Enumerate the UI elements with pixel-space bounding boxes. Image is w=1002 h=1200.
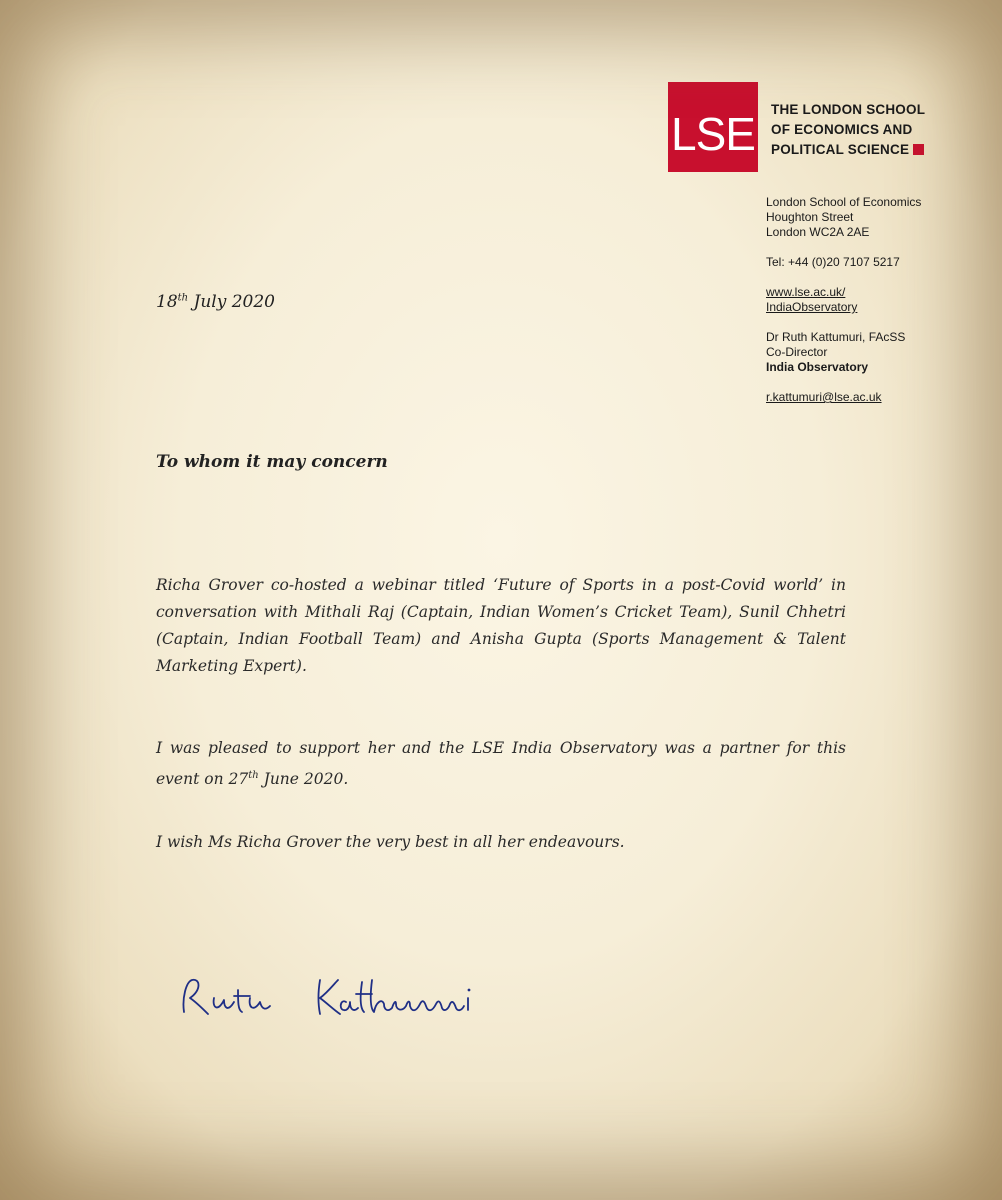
address-line-2: Houghton Street xyxy=(766,210,854,224)
email-link[interactable]: r.kattumuri@lse.ac.uk xyxy=(766,390,882,404)
logo-line-2: OF ECONOMICS AND xyxy=(771,122,913,137)
letter-date: 18th July 2020 xyxy=(156,292,275,312)
website-link-line-1[interactable]: www.lse.ac.uk/ xyxy=(766,285,846,299)
logo-wordmark xyxy=(771,100,925,160)
logo-letters: LSE xyxy=(671,108,755,160)
sender-role: Co-Director xyxy=(766,345,828,359)
paragraph-1: Richa Grover co-hosted a webinar titled ‘Future of Sports in a post-Covid world’ in conversation with Mithali Raj (Captain, Indian Women’s Cricket Team), Sunil Chhetri (Captain, Indian Football Team) and Anisha Gupta (Sports Management & Talent Marketing Expert). xyxy=(156,576,846,675)
logo-line-1: THE LONDON SCHOOL xyxy=(771,102,926,117)
telephone: Tel: +44 (0)20 7107 5217 xyxy=(766,255,900,269)
website-link-line-2[interactable]: IndiaObservatory xyxy=(766,300,858,314)
address-line-3: London WC2A 2AE xyxy=(766,225,870,239)
address-block xyxy=(766,195,921,405)
logo-square-icon xyxy=(913,144,924,155)
lse-logo xyxy=(668,82,758,172)
sender-name: Dr Ruth Kattumuri, FAcSS xyxy=(766,330,906,344)
paragraph-2: I was pleased to support her and the LSE India Observatory was a partner for this event on 27th June 2020. xyxy=(156,739,846,789)
signature xyxy=(178,968,508,1028)
salutation: To whom it may concern xyxy=(156,452,388,472)
sender-unit: India Observatory xyxy=(766,360,869,374)
logo-line-3: POLITICAL SCIENCE xyxy=(771,140,925,160)
paragraph-3: I wish Ms Richa Grover the very best in all her endeavours. xyxy=(156,833,625,851)
address-line-1: London School of Economics xyxy=(766,195,922,209)
